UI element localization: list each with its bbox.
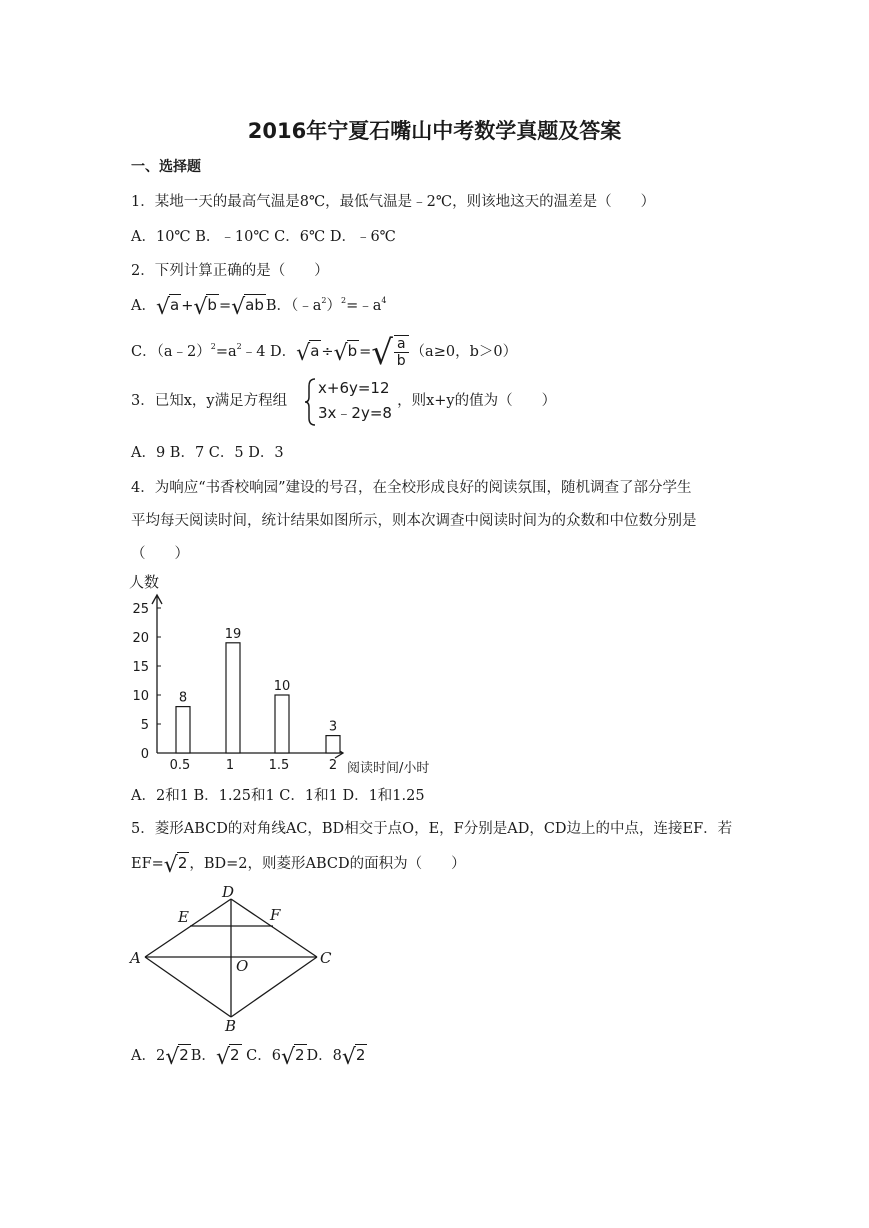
bar-value-label: 8 [178, 690, 188, 706]
label-c: C [320, 949, 332, 967]
label-o: O [236, 957, 249, 975]
x-tick-label: 0.5 [169, 758, 191, 773]
question-4-line-1: 4．为响应“书香校响园”建设的号召，在全校形成良好的阅读氛围，随机调查了部分学生 [131, 480, 692, 496]
y-axis-label: 人数 [129, 573, 160, 591]
question-5-line-1: 5．菱形ABCD的对角线AC，BD相交于点O，E，F分别是AD，CD边上的中点，连接EF．若 [131, 821, 733, 837]
question-4-options: A．2和1 B．1.25和1 C．1和1 D．1和1.25 [131, 788, 425, 804]
fraction-a-over-b: $\frac{a}{b}$ [394, 335, 409, 369]
question-2-stem: 2．下列计算正确的是（ ） [131, 263, 329, 279]
equation-1: x+6y=12 [318, 379, 390, 397]
bar-value-label: 10 [273, 679, 291, 694]
sqrt-a: √a [155, 295, 180, 320]
question-3-options: A．9 B．7 C．5 D．3 [131, 445, 284, 461]
question-1-options: A．10℃ B．﹣10℃ C．6℃ D．﹣6℃ [131, 229, 396, 245]
label-d: D [222, 883, 235, 901]
bar-value-label: 3 [328, 719, 338, 735]
x-tick-label: 1.5 [268, 758, 290, 773]
y-tick-label: 5 [140, 718, 149, 733]
question-1-stem: 1．某地一天的最高气温是8℃，最低气温是﹣2℃，则该地这天的温差是（ ） [131, 194, 656, 210]
question-3-stem: 3．已知x，y满足方程组 ，则x+y的值为（ ） [131, 393, 557, 409]
bar-value-label: 19 [224, 626, 242, 642]
section-heading: 一、选择题 [131, 159, 201, 175]
label-e: E [178, 908, 189, 926]
question-2-options-ab: A．√a +√b =√ab B．$(﹣a^2)^2=﹣a^4$ [131, 295, 387, 320]
label-b: B [225, 1017, 237, 1035]
x-tick-label: 1 [225, 758, 235, 773]
y-tick-label: 20 [132, 631, 149, 646]
x-tick-label: 2 [328, 758, 338, 773]
sqrt-ab: √ab [231, 295, 264, 320]
equation-2: 3x﹣2y=8 [318, 404, 392, 422]
side-ba [145, 957, 231, 1017]
y-tick-label: 15 [132, 660, 149, 675]
y-tick-label: 0 [140, 747, 149, 762]
y-tick-label: 10 [132, 689, 149, 704]
page-title: 2016年宁夏石嘴山中考数学真题及答案 [247, 119, 622, 143]
sqrt-b: √b [193, 295, 217, 320]
question-4-line-2: 平均每天阅读时间，统计结果如图所示，则本次调查中阅读时间为的众数和中位数分别是 [131, 513, 697, 529]
y-tick-label: 25 [132, 602, 149, 617]
question-5-options: A．2√2 B．√2 C．6√2 D．8√2 [131, 1045, 366, 1070]
label-a: A [130, 949, 141, 967]
question-5-line-2: EF=√2 ，BD=2，则菱形ABCD的面积为（ ） [131, 853, 466, 878]
question-2-options-cd: C．$(a﹣2)^2=a^2﹣4$ D．√a ÷√b =√ $\frac{a}{b}$ （a≥0，b＞0） [131, 333, 518, 373]
x-axis-label: 阅读时间/小时 [347, 761, 430, 776]
question-4-line-3: （ ） [131, 546, 189, 562]
label-f: F [270, 906, 281, 924]
